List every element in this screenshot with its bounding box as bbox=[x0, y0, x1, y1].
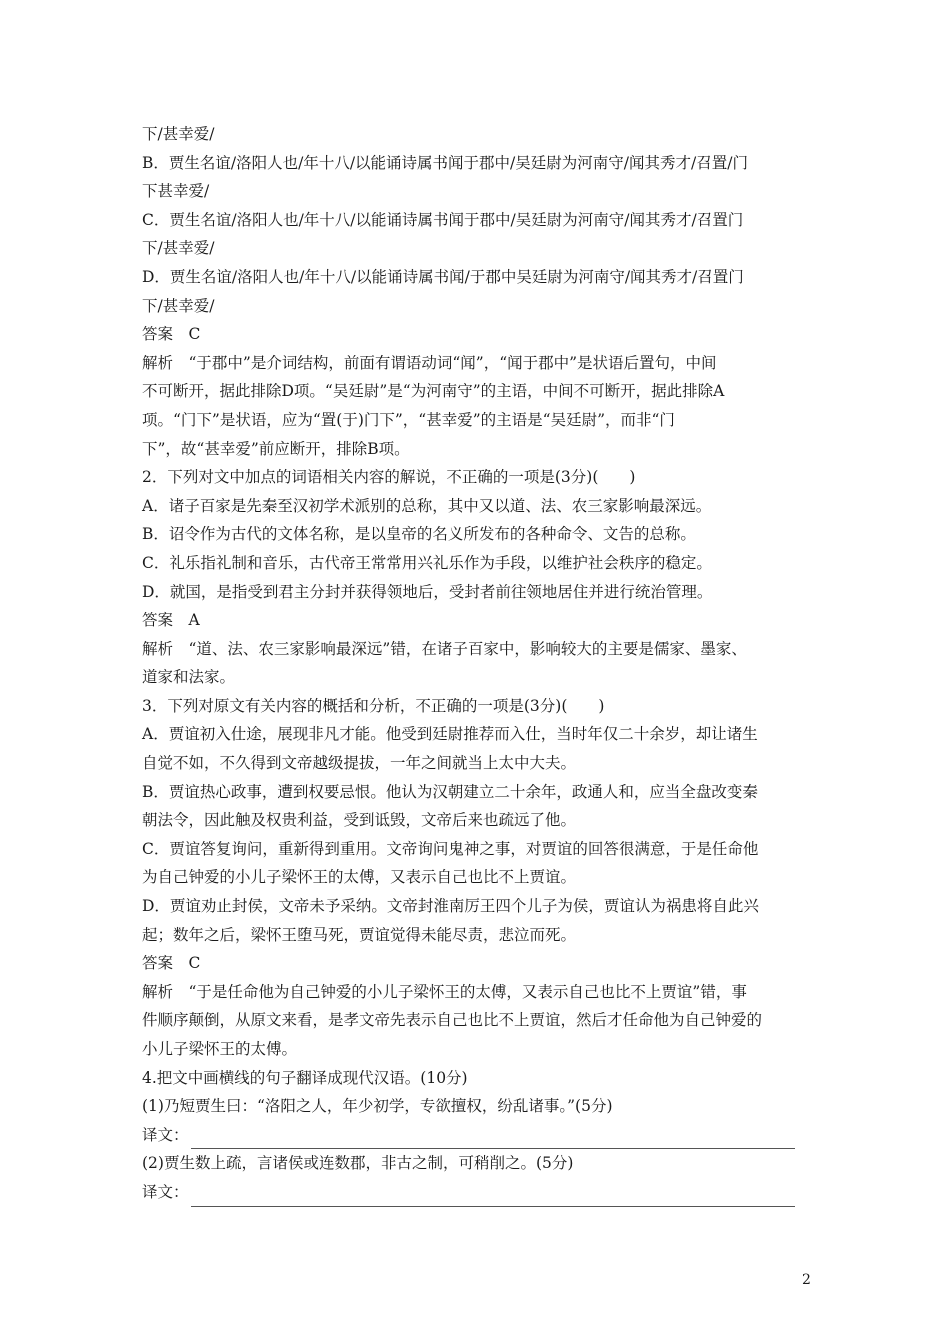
translation-label: 译文： bbox=[142, 1182, 189, 1201]
text-line: 下”，故“甚幸爱”前应断开，排除B项。 bbox=[142, 439, 410, 458]
translation-label: 译文： bbox=[142, 1125, 189, 1144]
text-line: 朝法令，因此触及权贵利益，受到诋毁，文帝后来也疏远了他。 bbox=[142, 811, 577, 830]
answer-q1: 答案 C bbox=[142, 325, 201, 344]
question-2: 2．下列对文中加点的词语相关内容的解说，不正确的一项是(3分)( ) bbox=[142, 468, 636, 487]
q2-option-d: D．就国，是指受到君主分封并获得领地后，受封者前往领地居住并进行统治管理。 bbox=[142, 582, 713, 601]
text-line: 下甚幸爱/ bbox=[142, 182, 210, 201]
text-line: 件顺序颠倒，从原文来看，是孝文帝先表示自己也比不上贾谊，然后才任命他为自己钟爱的 bbox=[142, 1011, 763, 1030]
page-content bbox=[142, 120, 814, 1207]
text-line: 不可断开，据此排除D项。“吴廷尉”是“为河南守”的主语，中间不可断开，据此排除A bbox=[142, 382, 725, 401]
q3-option-b: B．贾谊热心政事，遭到权要忌恨。他认为汉朝建立二十余年，政通人和，应当全盘改变秦 bbox=[142, 782, 758, 801]
text-line: 小儿子梁怀王的太傅。 bbox=[142, 1040, 298, 1058]
q4-sentence-2: (2)贾生数上疏，言诸侯或连数郡，非古之制，可稍削之。(5分) bbox=[142, 1154, 574, 1173]
answer-q2: 答案 A bbox=[142, 611, 200, 630]
analysis-q3: 解析 “于是任命他为自己钟爱的小儿子梁怀王的太傅，又表示自己也比不上贾谊”错，事 bbox=[142, 982, 747, 1001]
q3-option-c: C．贾谊答复询问，重新得到重用。文帝询问鬼神之事，对贾谊的回答很满意，于是任命他 bbox=[142, 839, 759, 858]
text-line: 道家和法家。 bbox=[142, 668, 236, 687]
question-4: 4.把文中画横线的句子翻译成现代汉语。(10分) bbox=[142, 1068, 468, 1087]
translation-answer-line[interactable] bbox=[191, 1128, 795, 1149]
text-line: 起；数年之后，梁怀王堕马死，贾谊觉得未能尽责，悲泣而死。 bbox=[142, 925, 577, 944]
option-c-punctuation: C．贾生名谊/洛阳人也/年十八/以能诵诗属书闻于郡中/吴廷尉为河南守/闻其秀才/召置门 bbox=[142, 210, 744, 229]
translation-answer-line[interactable] bbox=[191, 1186, 795, 1207]
translation-row-1 bbox=[142, 1121, 814, 1150]
translation-row-2 bbox=[142, 1178, 814, 1207]
text-line: 下/甚幸爱/ bbox=[142, 296, 215, 315]
answer-q3: 答案 C bbox=[142, 954, 201, 973]
text-line: 项。“门下”是状语，应为“置(于)门下”，“甚幸爱”的主语是“吴廷尉”，而非“门 bbox=[142, 410, 675, 429]
q3-option-d: D．贾谊劝止封侯，文帝未予采纳。文帝封淮南厉王四个儿子为侯，贾谊认为祸患将自此兴 bbox=[142, 897, 759, 916]
q2-option-c: C．礼乐指礼制和音乐，古代帝王常常用兴礼乐作为手段，以维护社会秩序的稳定。 bbox=[142, 553, 712, 572]
text-line: 为自己钟爱的小儿子梁怀王的太傅，又表示自己也比不上贾谊。 bbox=[142, 868, 577, 887]
q2-option-a: A．诸子百家是先秦至汉初学术派别的总称，其中又以道、法、农三家影响最深远。 bbox=[142, 496, 712, 515]
q4-sentence-1: (1)乃短贾生曰：“洛阳之人，年少初学，专欲擅权，纷乱诸事。”(5分) bbox=[142, 1097, 613, 1116]
text-line: 自觉不如，不久得到文帝越级提拔，一年之间就当上太中大夫。 bbox=[142, 754, 577, 773]
analysis-q1: 解析 “于郡中”是介词结构，前面有谓语动词“闻”，“闻于郡中”是状语后置句，中间 bbox=[142, 353, 717, 372]
analysis-q2: 解析 “道、法、农三家影响最深远”错，在诸子百家中，影响较大的主要是儒家、墨家、 bbox=[142, 639, 747, 658]
question-3: 3．下列对原文有关内容的概括和分析，不正确的一项是(3分)( ) bbox=[142, 696, 605, 715]
q2-option-b: B．诏令作为古代的文体名称，是以皇帝的名义所发布的各种命令、文告的总称。 bbox=[142, 525, 696, 544]
page-number: 2 bbox=[802, 1272, 811, 1288]
option-d-punctuation: D．贾生名谊/洛阳人也/年十八/以能诵诗属书闻/于郡中吴廷尉为河南守/闻其秀才/召置门 bbox=[142, 267, 744, 286]
q3-option-a: A．贾谊初入仕途，展现非凡才能。他受到廷尉推荐而入仕，当时年仅二十余岁，却让诸生 bbox=[142, 725, 758, 744]
option-b-punctuation: B．贾生名谊/洛阳人也/年十八/以能诵诗属书闻于郡中/吴廷尉为河南守/闻其秀才/召置/门 bbox=[142, 153, 748, 172]
text-line: 下/甚幸爱/ bbox=[142, 125, 215, 143]
text-line: 下/甚幸爱/ bbox=[142, 239, 215, 258]
